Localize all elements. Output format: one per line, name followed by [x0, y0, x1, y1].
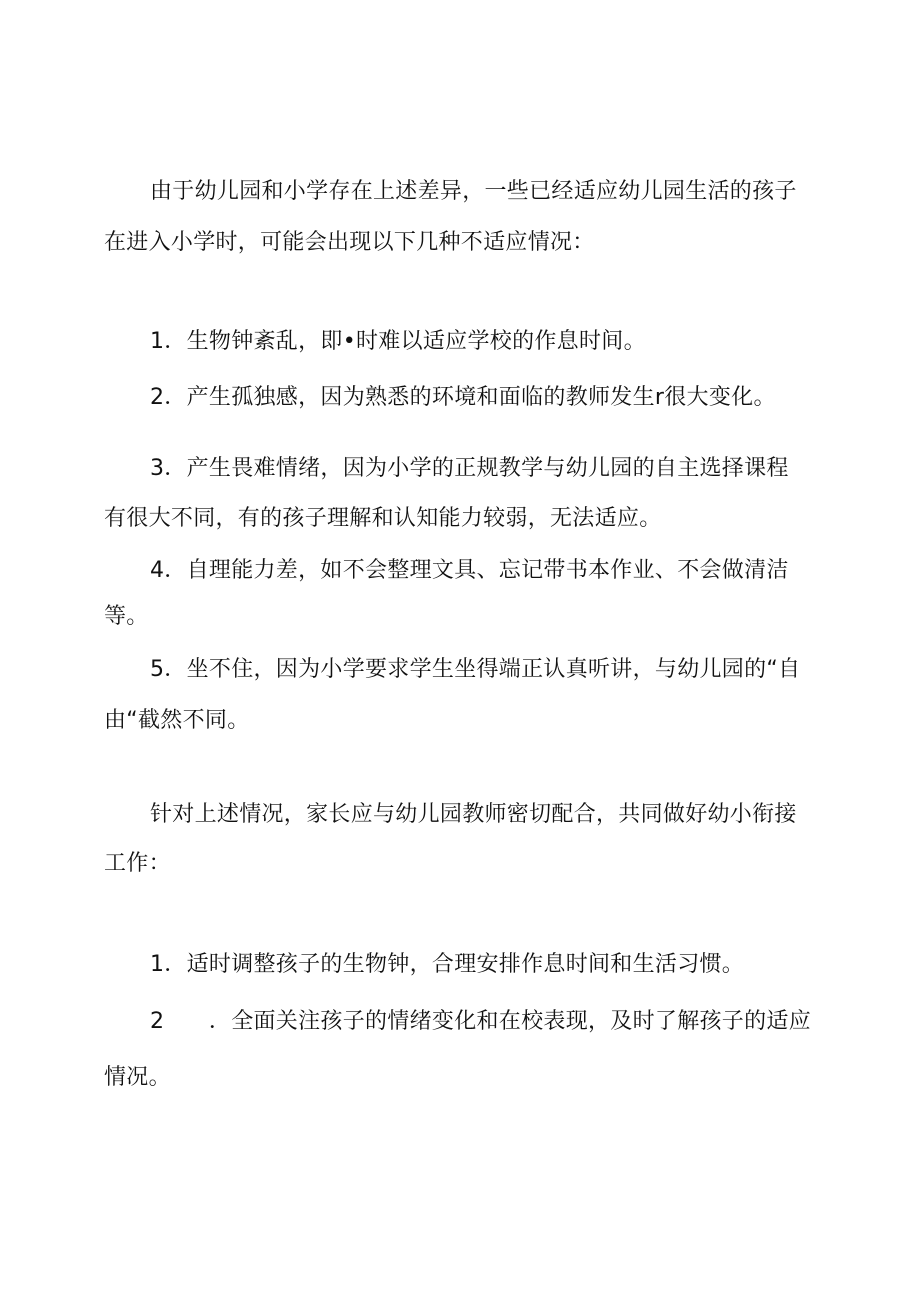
intro-line-1: 由于幼儿园和小学存在上述差异，一些已经适应幼儿园生活的孩子 [150, 179, 797, 204]
problem-5-line-2: 由“截然不同。 [104, 708, 250, 733]
problem-1-line-1: 1．生物钟紊乱，即•时难以适应学校的作息时间。 [150, 329, 646, 354]
measure-2-line-2: 情况。 [104, 1065, 171, 1090]
transition-line-2: 工作： [104, 851, 171, 876]
problem-4-line-2: 等。 [104, 604, 149, 629]
intro-line-2: 在进入小学时，可能会出现以下几种不适应情况： [104, 230, 595, 255]
measure-1-line-1: 1．适时调整孩子的生物钟，合理安排作息时间和生活习惯。 [150, 952, 745, 977]
transition-line-1: 针对上述情况，家长应与幼儿园教师密切配合，共同做好幼小衔接 [150, 802, 797, 827]
problem-4-line-1: 4．自理能力差，如不会整理文具、忘记带书本作业、不会做清洁 [150, 558, 789, 583]
problem-3-line-1: 3．产生畏难情绪，因为小学的正规教学与幼儿园的自主选择课程 [150, 456, 789, 481]
problem-3-line-2: 有很大不同，有的孩子理解和认知能力较弱，无法适应。 [104, 506, 662, 531]
measure-2-line-1: 2 ．全面关注孩子的情绪变化和在校表现，及时了解孩子的适应 [150, 1009, 811, 1034]
problem-5-line-1: 5．坐不住，因为小学要求学生坐得端正认真听讲，与幼儿园的“自 [150, 657, 801, 682]
problem-2-line-1: 2．产生孤独感，因为熟悉的环境和面临的教师发生r很大变化。 [150, 385, 776, 410]
